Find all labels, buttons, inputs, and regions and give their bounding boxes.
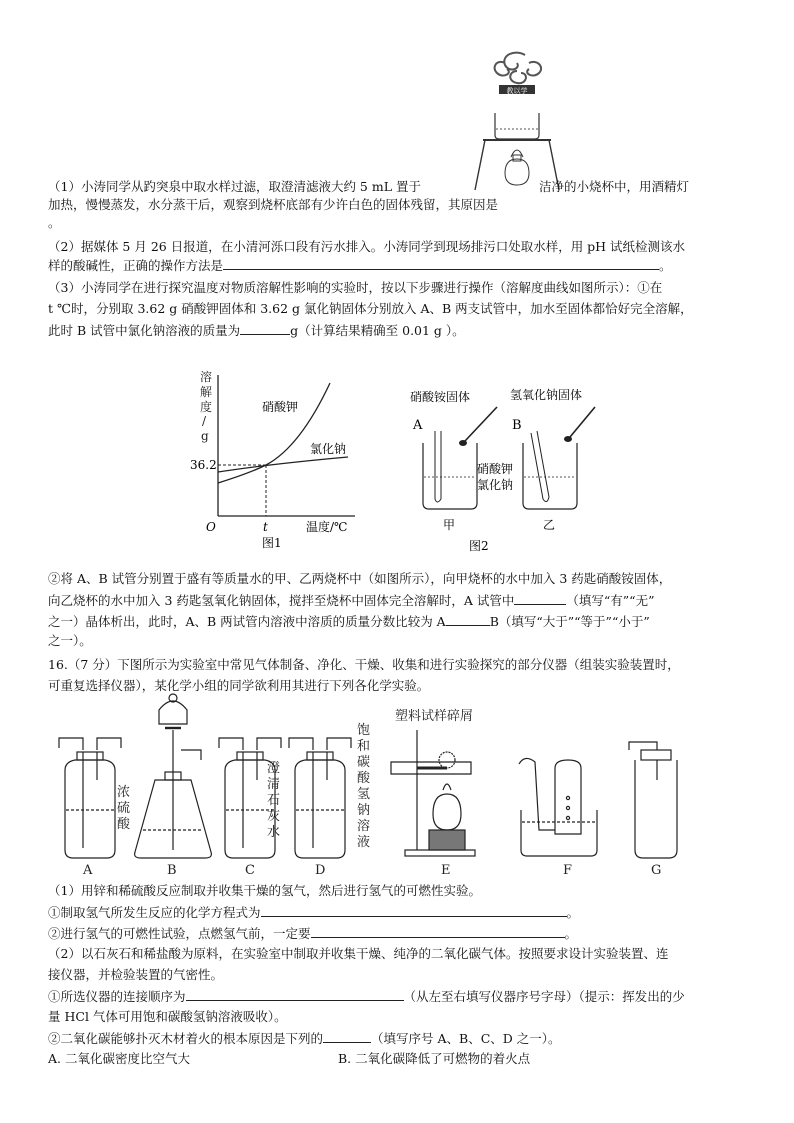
label-nahco3-char: 和 <box>357 739 371 754</box>
label-lime-char: 石 <box>267 793 281 808</box>
q15-part2-line2: 样的酸碱性，正确的操作方法是 。 <box>48 258 672 273</box>
apparatus-g-gas-jar <box>629 742 677 858</box>
beaker-jia <box>423 443 477 509</box>
q15-part4-line3: 之一）晶体析出，此时，A、B 两试管内溶液中溶质的质量分数比较为 A B（填写“大于”“等于”“小于” <box>48 614 650 629</box>
apparatus-e-heating-tube <box>391 730 475 856</box>
lamp-neck <box>513 155 521 161</box>
answer-blank[interactable] <box>514 591 566 605</box>
solubility-chart-figure1 <box>190 365 370 550</box>
answer-blank[interactable] <box>446 612 490 626</box>
curve-nacl <box>218 457 348 472</box>
option-b[interactable]: B. 二氧化碳降低了可燃物的着火点 <box>338 1051 531 1066</box>
label-nahco3-char: 氢 <box>357 787 371 802</box>
option-a[interactable]: A. 二氧化碳密度比空气大 <box>48 1051 190 1066</box>
label-lime-char: 清 <box>267 777 281 792</box>
q15-part3-line2: t ℃时，分别取 3.62 g 硝酸钾固体和 3.62 g 氯化钠固体分别放入 A、B 两支试管中，加水至固体都恰好完全溶解， <box>48 301 693 316</box>
q15-part3-line3: 此时 B 试管中氯化钠溶液的质量为 g（计算结果精确至 0.01 g ）。 <box>48 323 465 338</box>
q16-step2-line2: 接仪器，并检验装置的气密性。 <box>48 967 224 982</box>
q16-step1: （1）用锌和稀硫酸反应制取并收集干燥的氢气，然后进行氢气的可燃性实验。 <box>48 883 481 898</box>
curve-label-kno3: 硝酸钾 <box>262 400 299 414</box>
curve-kno3 <box>218 383 330 483</box>
q16-step1b: ②进行氢气的可燃性试验，点燃氢气前，一定要 。 <box>48 926 578 941</box>
logo-text: 教以学 <box>506 87 528 95</box>
q15-part1-line1: （1）小涛同学从趵突泉中取水样过滤，取澄清滤液大约 5 mL 置于 洁净的小烧杯中，用酒精灯 <box>48 179 689 194</box>
label-nahco3-char: 饱 <box>357 723 371 738</box>
label-acid-char: 酸 <box>117 817 131 832</box>
q15-part2-line1: （2）据媒体 5 月 26 日报道，在小清河泺口段有污水排入。小涛同学到现场排污口处取水样，用 pH 试纸检测该水 <box>48 239 686 254</box>
apparatus-letter: B <box>167 863 177 878</box>
origin-label: O <box>206 520 216 534</box>
answer-blank[interactable] <box>323 1029 371 1043</box>
beaker-figure2 <box>405 383 625 553</box>
answer-blank[interactable] <box>223 256 659 270</box>
beaker-label-yi: 乙 <box>543 518 556 532</box>
apparatus-b-flask-with-funnel <box>135 694 212 858</box>
q16-step2c-line2: 量 HCl 气体可用饱和碳酸氢钠溶液吸收）。 <box>48 1009 287 1024</box>
solution-label-b: 氯化钠 <box>477 478 514 492</box>
q16-step1a: ①制取氢气所发生反应的化学方程式为 。 <box>48 905 580 920</box>
q15-part4-line1: ②将 A、B 试管分别置于盛有等质量水的甲、乙两烧杯中（如图所示），向甲烧杯的水中加入 3 药匙硝酸铵固体， <box>48 571 672 586</box>
x-tick-t: t <box>263 520 268 534</box>
label-lime-char: 灰 <box>267 809 281 824</box>
label-nahco3-char: 碳 <box>357 755 371 770</box>
solution-label-a: 硝酸钾 <box>477 462 514 476</box>
tube-label-a: A <box>413 418 423 433</box>
q16-step2c-line1: ①所选仪器的连接顺序为 （从左至右填写仪器序号字母）（提示：挥发出的少 <box>48 989 685 1004</box>
apparatus-a-wash-bottle <box>59 738 121 858</box>
beaker-yi <box>523 443 577 509</box>
apparatus-letter: G <box>651 863 662 878</box>
apparatus-figure <box>55 690 705 880</box>
logo <box>495 53 542 84</box>
answer-blank[interactable] <box>311 924 565 938</box>
label-nahco3-char: 溶 <box>357 819 371 834</box>
figure-caption: 图1 <box>262 536 282 550</box>
spatula-a <box>465 407 497 441</box>
y-tick-36-2: 36.2 <box>190 458 217 472</box>
apparatus-d-wash-bottle <box>289 738 351 858</box>
label-nahco3-char: 酸 <box>357 771 371 786</box>
q16-intro-line2: 可重复选择仪器），某化学小组的同学欲利用其进行下列各化学实验。 <box>48 678 430 693</box>
label-nahco3-char: 钠 <box>357 803 371 818</box>
test-tube-a <box>435 431 441 502</box>
solid-label-a: 硝酸铵固体 <box>410 390 471 404</box>
q16-step2-line1: （2）以石灰石和稀盐酸为原料，在实验室中制取并收集干燥、纯净的二氧化碳气体。按照要求设计实验装置、连 <box>48 946 669 961</box>
label-plastic: 塑料试样碎屑 <box>395 709 474 724</box>
spatula-b-tip <box>564 436 572 442</box>
apparatus-letter: D <box>315 863 326 878</box>
apparatus-letter: C <box>245 863 255 878</box>
ylabel-char: 度 <box>200 400 213 414</box>
ylabel-char: 溶 <box>200 370 213 384</box>
apparatus-letter: E <box>441 863 451 878</box>
spatula-a-tip <box>459 440 467 446</box>
beaker <box>495 113 539 139</box>
q16-intro-line1: 16.（7 分）下图所示为实验室中常见气体制备、净化、干燥、收集和进行实验探究的部分仪器（组装实验装置时， <box>48 657 680 672</box>
figure-caption: 图2 <box>469 539 489 553</box>
q15-part1-line2: 加热，慢慢蒸发，水分蒸干后，观察到烧杯底部有少许白色的固体残留，其原因是 <box>48 197 499 212</box>
q15-part1-line3: 。 <box>48 215 61 230</box>
q16-options <box>48 1050 530 1068</box>
label-nahco3-char: 液 <box>357 835 371 850</box>
test-tube-b <box>531 431 549 502</box>
q15-part4-line2: 向乙烧杯的水中加入 3 药匙氢氧化钠固体，搅拌至烧杯中固体完全溶解时，A 试管中 （填写“有”“无” <box>48 593 655 608</box>
label-acid-char: 浓 <box>117 785 131 800</box>
curve-label-nacl: 氯化钠 <box>310 442 347 456</box>
answer-blank[interactable] <box>240 321 290 335</box>
q15-part3-line1: （3）小涛同学在进行探究温度对物质溶解性影响的实验时，按以下步骤进行操作（溶解度曲线如图所示）：①在 <box>48 280 663 295</box>
answer-blank[interactable] <box>261 903 567 917</box>
apparatus-f-water-trough <box>519 758 597 856</box>
tube-label-b: B <box>512 418 522 433</box>
q15-part4-line4: 之一）。 <box>48 633 92 648</box>
solid-label-b: 氢氧化钠固体 <box>510 388 583 402</box>
label-lime-char: 水 <box>267 825 281 840</box>
ylabel-char: 解 <box>200 385 213 399</box>
ylabel-char: / <box>202 414 207 428</box>
spatula-b <box>570 407 595 437</box>
beaker-label-jia: 甲 <box>443 518 456 532</box>
label-lime-char: 澄 <box>267 761 281 776</box>
q16-step2d: ②二氧化碳能够扑灭木材着火的根本原因是下列的 （填写序号 A、B、C、D 之一）。 <box>48 1031 561 1046</box>
ylabel-char: g <box>201 429 209 443</box>
answer-blank[interactable] <box>186 987 404 1001</box>
x-axis-label: 温度/℃ <box>306 520 348 534</box>
apparatus-letter: A <box>83 863 93 878</box>
label-acid-char: 硫 <box>117 801 131 816</box>
evaporation-apparatus-figure <box>455 45 580 195</box>
apparatus-letter: F <box>563 863 573 878</box>
